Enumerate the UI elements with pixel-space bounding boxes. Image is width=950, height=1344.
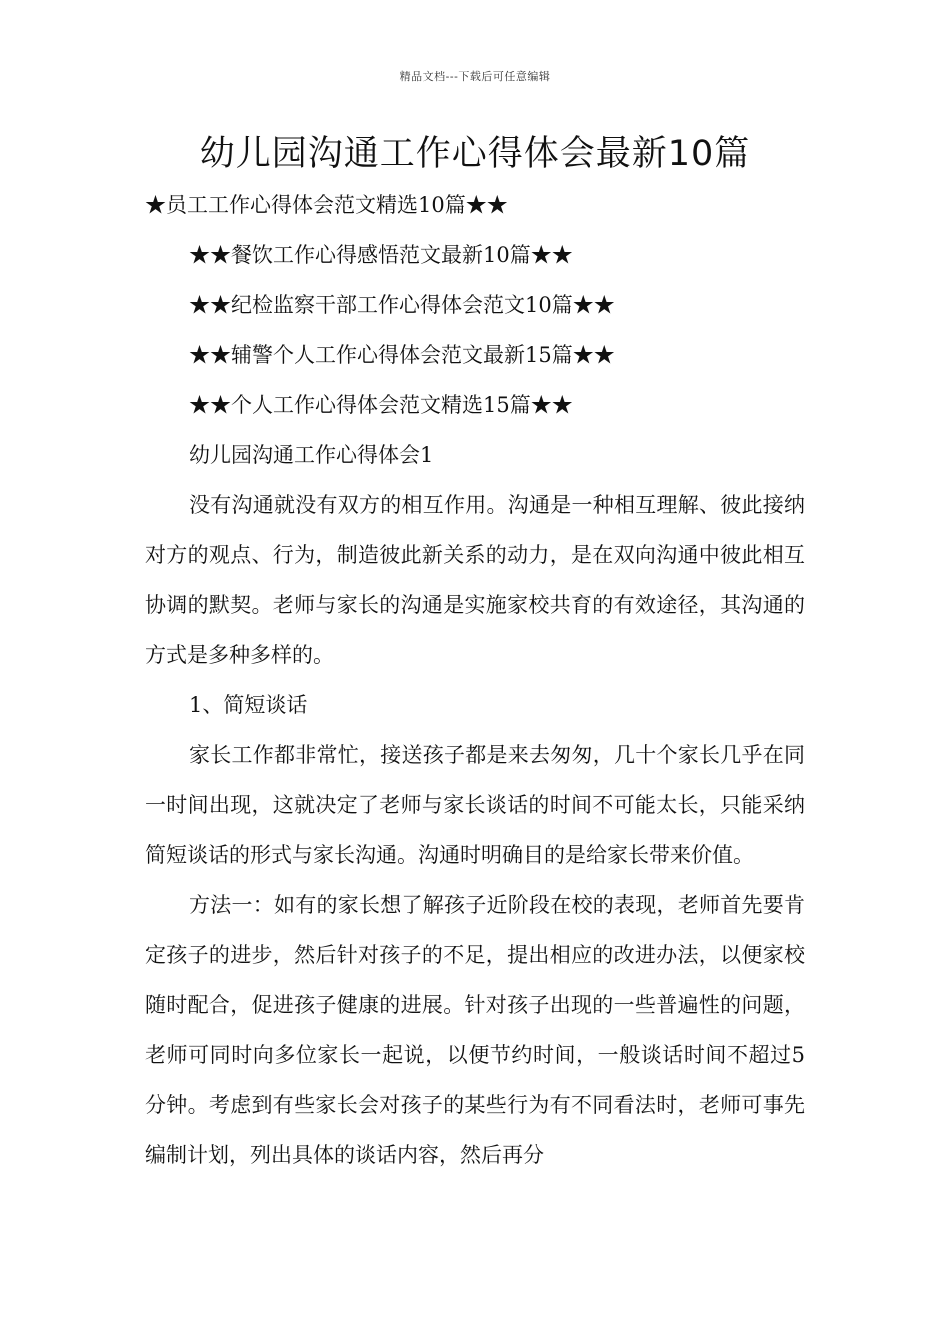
document-title: 幼儿园沟通工作心得体会最新10篇 xyxy=(199,134,751,174)
paragraph-3: 方法一：如有的家长想了解孩子近阶段在校的表现，老师首先要肯定孩子的进步，然后针对孩子的不足，提出相应的改进办法，以便家校随时配合，促进孩子健康的进展。针对孩子出现的一些普遍性的问题，老师可同时向多位家长一起说，以便节约时间，一般谈话时间不超过5分钟。考虑到有些家长会对孩子的某些行为有不同看法时，老师可事先编制计划，列出具体的谈话内容，然后再分 xyxy=(145,893,805,1167)
paragraph-1: 没有沟通就没有双方的相互作用。沟通是一种相互理解、彼此接纳对方的观点、行为，制造彼此新关系的动力，是在双向沟通中彼此相互协调的默契。老师与家长的沟通是实施家校共育的有效途径，其沟通的方式是多种多样的。 xyxy=(145,493,805,667)
paragraph-2: 家长工作都非常忙，接送孩子都是来去匆匆，几十个家长几乎在同一时间出现，这就决定了老师与家长谈话的时间不可能太长，只能采纳简短谈话的形式与家长沟通。沟通时明确目的是给家长带来价值。 xyxy=(145,743,805,867)
related-link-2[interactable]: ★★餐饮工作心得感悟范文最新10篇★★ xyxy=(189,243,573,267)
header-note: 精品文档---下载后可任意编辑 xyxy=(399,70,551,83)
document-body xyxy=(145,180,805,1180)
related-link-4[interactable]: ★★辅警个人工作心得体会范文最新15篇★★ xyxy=(189,343,615,367)
related-link-1[interactable]: ★员工工作心得体会范文精选10篇★★ xyxy=(145,193,508,217)
related-link-5[interactable]: ★★个人工作心得体会范文精选15篇★★ xyxy=(189,393,573,417)
section-heading: 幼儿园沟通工作心得体会1 xyxy=(189,443,434,467)
subheading-1: 1、简短谈话 xyxy=(189,693,308,717)
related-link-3[interactable]: ★★纪检监察干部工作心得体会范文10篇★★ xyxy=(189,293,615,317)
